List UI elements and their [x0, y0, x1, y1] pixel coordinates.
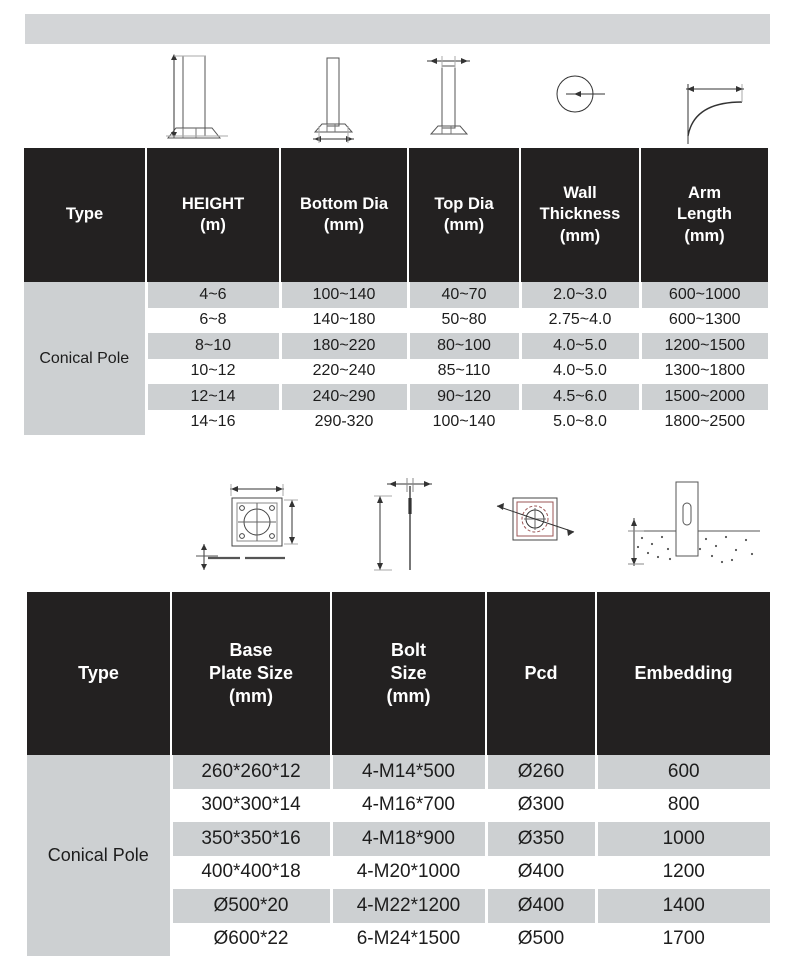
cell-wall-thickness: 5.0~8.0 — [520, 410, 640, 436]
cell-wall-thickness: 4.0~5.0 — [520, 359, 640, 385]
column-header-height: HEIGHT (m) — [146, 148, 280, 282]
cell-pcd: Ø400 — [486, 856, 596, 890]
cell-bottom-dia: 180~220 — [280, 333, 408, 359]
cell-embedding: 1700 — [596, 923, 770, 957]
type-cell-conical-pole: Conical Pole — [24, 282, 146, 435]
pole-diagram-strip — [0, 44, 794, 148]
arm-length-curve — [686, 84, 744, 144]
cell-embedding: 800 — [596, 789, 770, 823]
cell-height: 12~14 — [146, 384, 280, 410]
conical-pole-dimensions-table — [24, 148, 768, 435]
pole-bottom-diameter-view — [313, 58, 354, 143]
cell-top-dia: 40~70 — [408, 282, 520, 308]
cell-embedding: 600 — [596, 755, 770, 789]
cell-wall-thickness: 4.0~5.0 — [520, 333, 640, 359]
base-table-body — [27, 755, 770, 956]
cell-pcd: Ø350 — [486, 822, 596, 856]
cell-base-plate-size: 350*350*16 — [171, 822, 331, 856]
cell-base-plate-size: 300*300*14 — [171, 789, 331, 823]
column-header-pcd: Pcd — [486, 592, 596, 755]
table-row — [27, 755, 770, 789]
cell-height: 6~8 — [146, 308, 280, 334]
column-header-embedding: Embedding — [596, 592, 770, 755]
column-header-top-dia: Top Dia (mm) — [408, 148, 520, 282]
cell-bolt-size: 4-M16*700 — [331, 789, 486, 823]
cell-arm-length: 1800~2500 — [640, 410, 768, 436]
table-header-row — [24, 148, 768, 282]
column-header-bottom-dia: Bottom Dia (mm) — [280, 148, 408, 282]
cell-bottom-dia: 290-320 — [280, 410, 408, 436]
cell-bolt-size: 4-M18*900 — [331, 822, 486, 856]
cell-top-dia: 100~140 — [408, 410, 520, 436]
cell-base-plate-size: 260*260*12 — [171, 755, 331, 789]
cell-embedding: 1200 — [596, 856, 770, 890]
column-header-type: Type — [24, 148, 146, 282]
column-header-arm-length: Arm Length (mm) — [640, 148, 768, 282]
table-header-row — [27, 592, 770, 755]
column-header-type: Type — [27, 592, 171, 755]
cell-top-dia: 90~120 — [408, 384, 520, 410]
pole-section-circle — [557, 76, 605, 112]
column-header-base-plate-size: Base Plate Size (mm) — [171, 592, 331, 755]
column-header-wall-thickness: Wall Thickness (mm) — [520, 148, 640, 282]
cell-bottom-dia: 240~290 — [280, 384, 408, 410]
cell-base-plate-size: 400*400*18 — [171, 856, 331, 890]
cell-wall-thickness: 4.5~6.0 — [520, 384, 640, 410]
cell-bottom-dia: 100~140 — [280, 282, 408, 308]
cell-pcd: Ø300 — [486, 789, 596, 823]
cell-base-plate-size: Ø500*20 — [171, 889, 331, 923]
cell-bolt-size: 4-M14*500 — [331, 755, 486, 789]
cell-arm-length: 600~1000 — [640, 282, 768, 308]
cell-bottom-dia: 140~180 — [280, 308, 408, 334]
cell-pcd: Ø260 — [486, 755, 596, 789]
cell-bolt-size: 4-M22*1200 — [331, 889, 486, 923]
table-row — [24, 282, 768, 308]
cell-wall-thickness: 2.0~3.0 — [520, 282, 640, 308]
cell-height: 8~10 — [146, 333, 280, 359]
cell-bolt-size: 6-M24*1500 — [331, 923, 486, 957]
base-table-header — [27, 592, 770, 755]
pole-table-header — [24, 148, 768, 282]
cell-arm-length: 1300~1800 — [640, 359, 768, 385]
cell-bolt-size: 4-M20*1000 — [331, 856, 486, 890]
cell-arm-length: 1500~2000 — [640, 384, 768, 410]
cell-embedding: 1400 — [596, 889, 770, 923]
cell-pcd: Ø500 — [486, 923, 596, 957]
cell-height: 14~16 — [146, 410, 280, 436]
cell-pcd: Ø400 — [486, 889, 596, 923]
cell-top-dia: 85~110 — [408, 359, 520, 385]
pole-table-body — [24, 282, 768, 435]
bolt-elevation-view — [374, 478, 432, 570]
base-plate-plan-view — [196, 484, 298, 570]
column-header-bolt-size: Bolt Size (mm) — [331, 592, 486, 755]
base-diagram-strip — [0, 470, 794, 585]
cell-arm-length: 600~1300 — [640, 308, 768, 334]
type-cell-conical-pole: Conical Pole — [27, 755, 171, 956]
top-accent-bar — [25, 14, 770, 44]
pole-height-elevation — [166, 54, 228, 138]
pole-top-diameter-view — [427, 56, 470, 134]
cell-bottom-dia: 220~240 — [280, 359, 408, 385]
embedding-ground-view — [628, 482, 760, 566]
conical-pole-base-specifications-table — [27, 592, 770, 956]
cell-top-dia: 80~100 — [408, 333, 520, 359]
cell-embedding: 1000 — [596, 822, 770, 856]
cell-top-dia: 50~80 — [408, 308, 520, 334]
cell-arm-length: 1200~1500 — [640, 333, 768, 359]
cell-wall-thickness: 2.75~4.0 — [520, 308, 640, 334]
cell-base-plate-size: Ø600*22 — [171, 923, 331, 957]
pcd-circle-view — [497, 498, 574, 540]
cell-height: 10~12 — [146, 359, 280, 385]
cell-height: 4~6 — [146, 282, 280, 308]
